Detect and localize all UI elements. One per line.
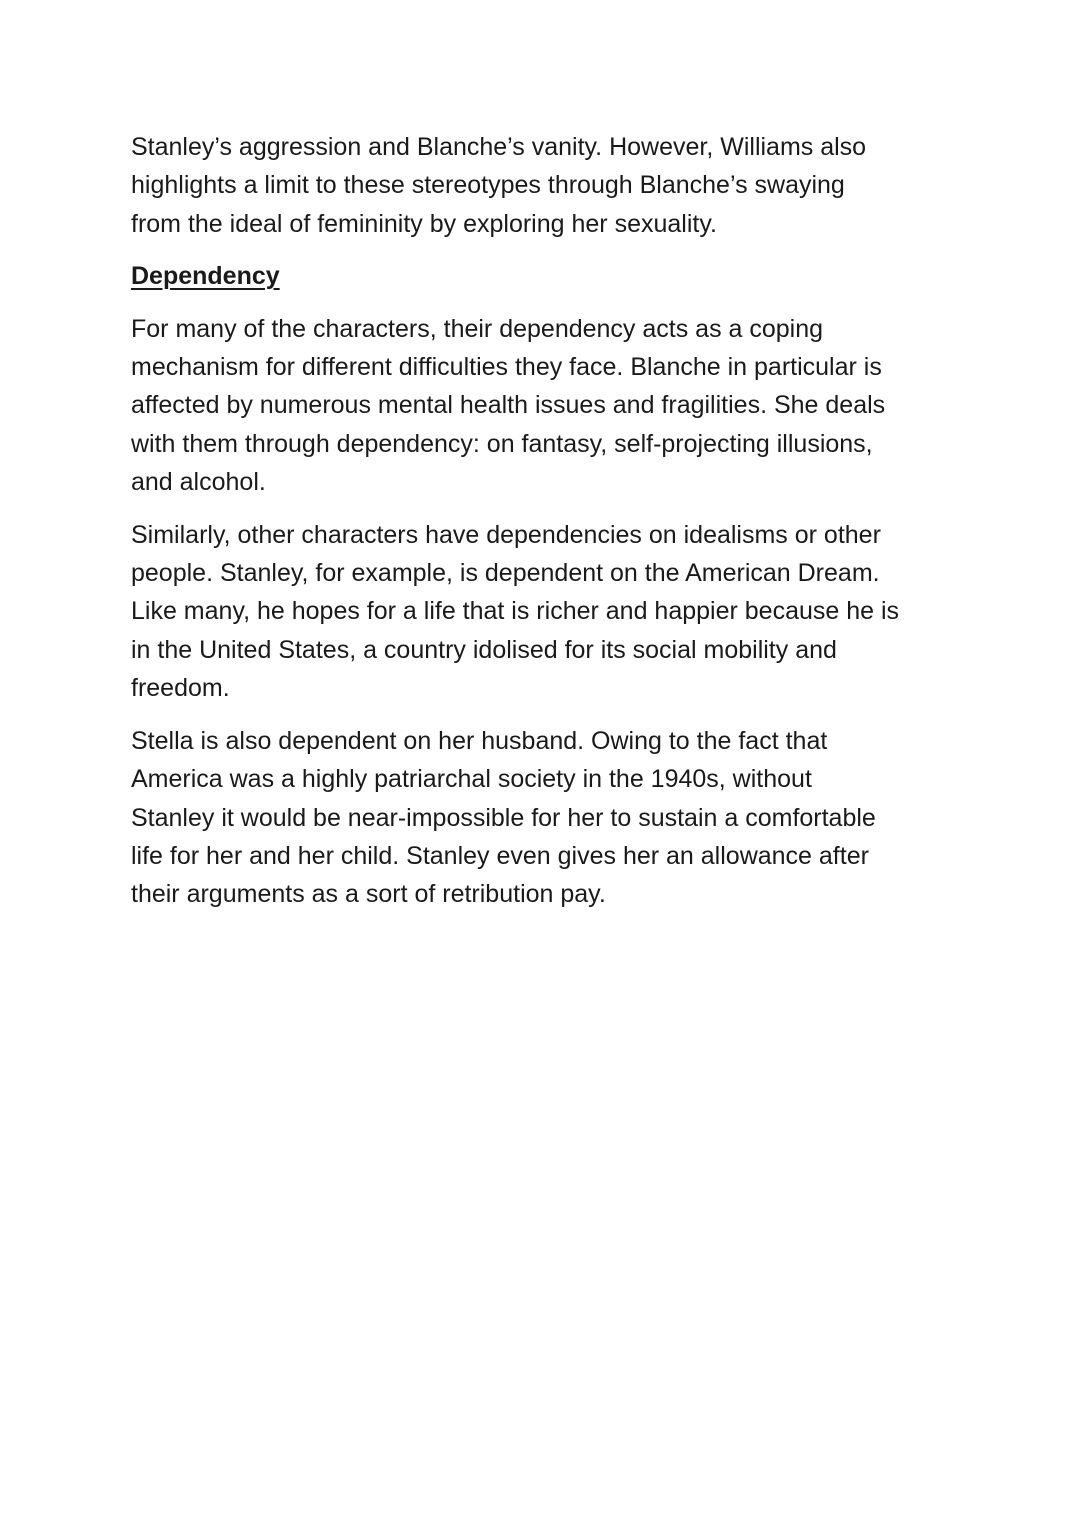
section-heading-dependency: Dependency — [131, 262, 280, 291]
document-body — [131, 128, 961, 928]
paragraph-dependency-idealisms: Similarly, other characters have dependencies on idealisms or other people. Stanley, for example, is dependent on the American Dream. Like many, he hopes for a life that is richer and happier because he is in the United States, a country idolised for its social mobility and freedom. — [131, 520, 900, 703]
intro-paragraph: Stanley’s aggression and Blanche’s vanity. However, Williams also highlights a limit to these stereotypes through Blanche’s swaying from the ideal of femininity by exploring her sexuality. — [131, 133, 867, 238]
paragraph-dependency-coping: For many of the characters, their dependency acts as a coping mechanism for different difficulties they face. Blanche in particular is affected by numerous mental health issues and fragilities. She deals with them through dependency: on fantasy, self-projecting illusions, and alcohol. — [131, 314, 886, 497]
paragraph-dependency-stella: Stella is also dependent on her husband. Owing to the fact that America was a highly patriarchal society in the 1940s, without Stanley it would be near-impossible for her to sustain a comfortable life for her and her child. Stanley even gives her an allowance after their arguments as a sort of retribution pay. — [131, 726, 876, 909]
